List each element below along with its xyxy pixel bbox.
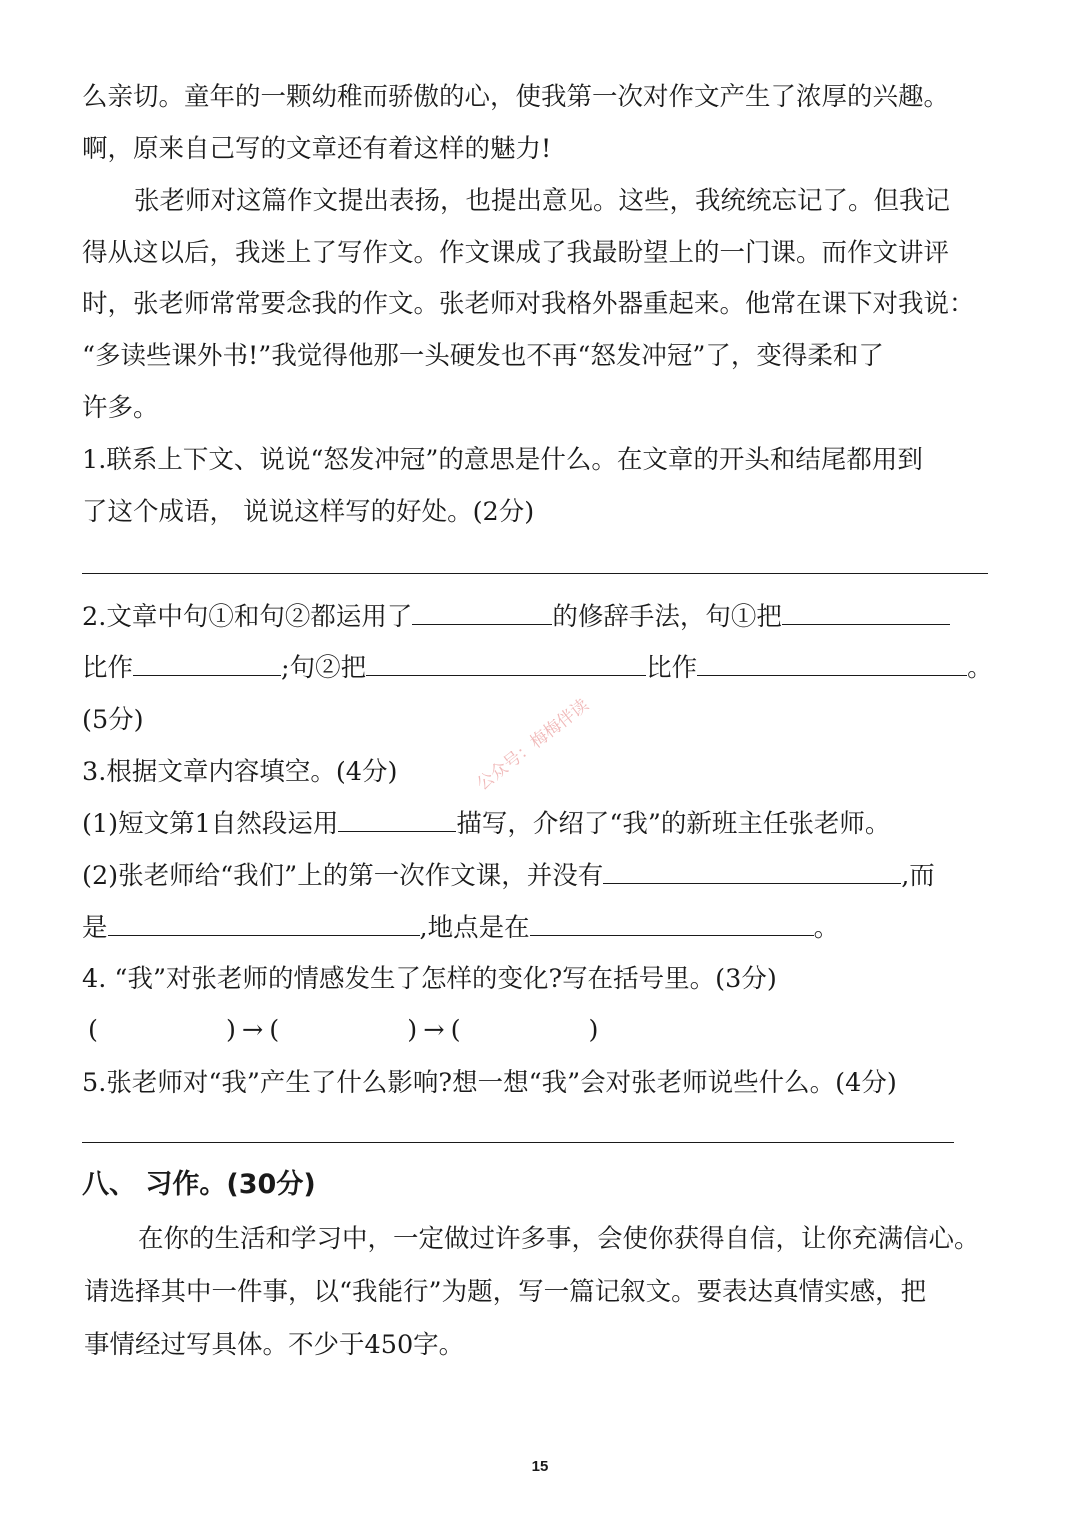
blank-instead[interactable] xyxy=(108,913,420,936)
passage-line-5: 时，张老师常常要念我的作文。张老师对我格外器重起来。他常在课下对我说： xyxy=(82,289,975,319)
question-1-line-2: 了这个成语， 说说这样写的好处。(2分) xyxy=(82,497,535,527)
question-3-sub-2-text-b: ,而 xyxy=(901,861,935,891)
paren-close-3: ) xyxy=(588,1015,599,1045)
writing-prompt-line-3: 事情经过写具体。不少于450字。 xyxy=(84,1330,465,1360)
answer-line-question-1[interactable] xyxy=(82,573,988,574)
blank-sentence-2-subject[interactable] xyxy=(366,653,646,676)
question-3-sub-2-text-d: ,地点是在 xyxy=(419,913,530,943)
blank-rhetoric-device[interactable] xyxy=(412,602,552,625)
question-2-text-e: 比作 xyxy=(646,653,698,683)
question-2-line-2 xyxy=(82,651,1020,685)
question-3-sub-1-text-a: (1)短文第1自然段运用 xyxy=(82,809,339,839)
paren-open-1: ( xyxy=(88,1015,98,1045)
blank-description-method[interactable] xyxy=(338,809,456,832)
blank-sentence-1-object[interactable] xyxy=(133,653,281,676)
question-2-text-a: 2.文章中句①和句②都运用了 xyxy=(82,602,413,632)
question-2-score: (5分) xyxy=(82,705,144,735)
passage-line-7: 许多。 xyxy=(82,393,159,423)
writing-prompt-line-2: 请选择其中一件事，以“我能行”为题，写一篇记叙文。要表达真情实感，把 xyxy=(84,1277,927,1307)
question-5-title: 5.张老师对“我”产生了什么影响?想一想“我”会对张老师说些什么。(4分) xyxy=(82,1068,897,1098)
question-3-sub-2-line-2 xyxy=(82,911,1020,945)
paren-close-1: ) xyxy=(225,1015,236,1045)
passage-line-2: 啊，原来自己写的文章还有着这样的魅力! xyxy=(82,134,552,164)
passage-line-3: 张老师对这篇作文提出表扬，也提出意见。这些，我统统忘记了。但我记 xyxy=(134,186,951,216)
question-2-line-1 xyxy=(82,600,1020,634)
arrow-icon: → xyxy=(241,1015,264,1045)
question-3-sub-2-line-1 xyxy=(82,859,1020,893)
answer-line-question-5[interactable] xyxy=(82,1142,954,1143)
question-3-sub-2-text-c: 是 xyxy=(82,913,108,943)
page-number: 15 xyxy=(531,1458,549,1475)
blank-did-not[interactable] xyxy=(603,861,901,884)
question-2-text-b: 的修辞手法，句①把 xyxy=(552,602,782,632)
watermark: 公众号：梅梅伴读 xyxy=(473,695,593,795)
blank-location[interactable] xyxy=(530,913,814,936)
writing-section-heading: 八、 习作。(30分) xyxy=(82,1169,316,1200)
passage-line-1: 么亲切。童年的一颗幼稚而骄傲的心，使我第一次对作文产生了浓厚的兴趣。 xyxy=(82,82,950,112)
passage-line-6: “多读些课外书!”我觉得他那一头硬发也不再“怒发冲冠”了，变得柔和了 xyxy=(82,341,884,371)
writing-prompt-line-1: 在你的生活和学习中，一定做过许多事，会使你获得自信，让你充满信心。 xyxy=(138,1224,980,1254)
question-2-text-c: 比作 xyxy=(82,653,134,683)
question-3-sub-1 xyxy=(82,807,1020,841)
paren-close-2: ) xyxy=(407,1015,418,1045)
blank-sentence-2-object[interactable] xyxy=(697,653,967,676)
arrow-icon: → xyxy=(423,1015,445,1045)
question-1-line-1: 1.联系上下文、说说“怒发冲冠”的意思是什么。在文章的开头和结尾都用到 xyxy=(82,445,923,475)
question-4-title: 4. “我”对张老师的情感发生了怎样的变化?写在括号里。(3分) xyxy=(82,964,777,994)
paren-open-2: ( xyxy=(269,1015,280,1045)
question-3-sub-2-text-e: 。 xyxy=(813,913,840,943)
question-3-title: 3.根据文章内容填空。(4分) xyxy=(82,757,398,787)
question-3-sub-2-text-a: (2)张老师给“我们”上的第一次作文课，并没有 xyxy=(82,861,604,891)
question-4-answer-row xyxy=(88,1013,1020,1047)
paren-open-3: ( xyxy=(450,1015,461,1045)
blank-sentence-1-subject[interactable] xyxy=(782,602,950,625)
question-2-text-d: ;句②把 xyxy=(281,653,367,683)
question-2-text-f: 。 xyxy=(967,653,993,683)
passage-line-4: 得从这以后，我迷上了写作文。作文课成了我最盼望上的一门课。而作文讲评 xyxy=(82,238,950,268)
question-3-sub-1-text-b: 描写，介绍了“我”的新班主任张老师。 xyxy=(456,809,891,839)
